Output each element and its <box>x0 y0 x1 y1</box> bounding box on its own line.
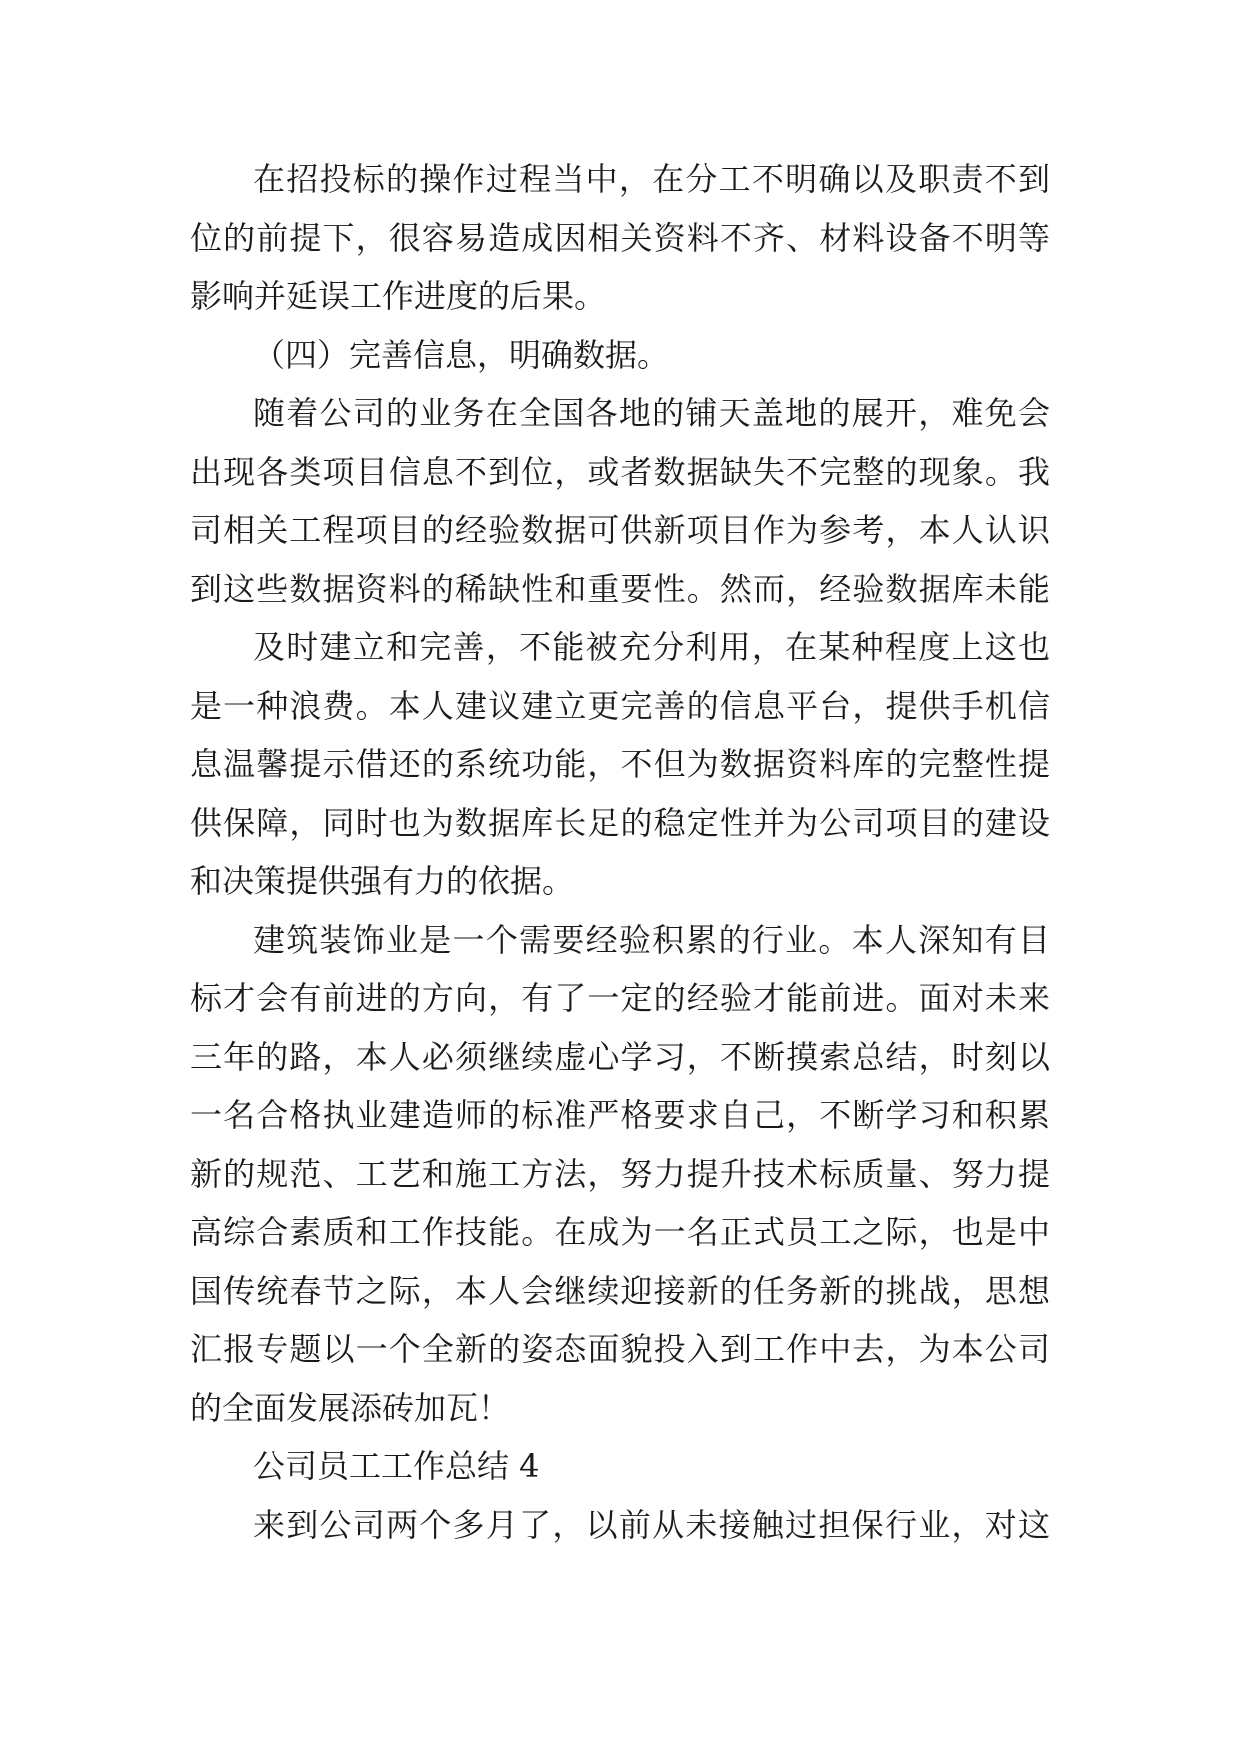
text-line: 息温馨提示借还的系统功能，不但为数据资料库的完整性提 <box>190 745 1050 783</box>
text-line: 汇报专题以一个全新的姿态面貌投入到工作中去，为本公司 <box>190 1330 1050 1368</box>
text-line: 是一种浪费。本人建议建立更完善的信息平台，提供手机信 <box>190 686 1050 725</box>
text-line: 三年的路，本人必须继续虚心学习，不断摸索总结，时刻以 <box>190 1037 1050 1076</box>
text-line: 标才会有前进的方向，有了一定的经验才能前进。面对未来 <box>190 979 1050 1017</box>
text-line: 出现各类项目信息不到位，或者数据缺失不完整的现象。我 <box>190 452 1050 491</box>
body-text <box>190 150 1050 1554</box>
text-line: 供保障，同时也为数据库长足的稳定性并为公司项目的建设 <box>190 803 1050 842</box>
text-line: 随着公司的业务在全国各地的铺天盖地的展开，难免会 <box>253 394 1050 432</box>
text-line: 国传统春节之际，本人会继续迎接新的任务新的挑战，思想 <box>190 1271 1050 1310</box>
text-line: 在招投标的操作过程当中，在分工不明确以及职责不到 <box>253 160 1050 198</box>
text-line: 公司员工工作总结 4 <box>253 1447 540 1485</box>
text-line: 高综合素质和工作技能。在成为一名正式员工之际，也是中 <box>190 1213 1050 1251</box>
text-line: 影响并延误工作进度的后果。 <box>190 277 607 315</box>
text-line: 位的前提下，很容易造成因相关资料不齐、材料设备不明等 <box>190 218 1050 257</box>
text-line: 新的规范、工艺和施工方法，努力提升技术标质量、努力提 <box>190 1154 1050 1193</box>
text-line: 来到公司两个多月了，以前从未接触过担保行业，对这 <box>253 1505 1050 1544</box>
text-line: 的全面发展添砖加瓦！ <box>190 1388 511 1427</box>
text-line: 和决策提供强有力的依据。 <box>190 862 575 900</box>
text-line: 到这些数据资料的稀缺性和重要性。然而，经验数据库未能 <box>190 569 1050 608</box>
text-line: 建筑装饰业是一个需要经验积累的行业。本人深知有目 <box>253 920 1050 959</box>
text-line: 及时建立和完善，不能被充分利用，在某种程度上这也 <box>253 628 1050 666</box>
text-line: 一名合格执业建造师的标准严格要求自己，不断学习和积累 <box>190 1096 1050 1134</box>
text-line: （四）完善信息，明确数据。 <box>253 335 670 374</box>
text-line: 司相关工程项目的经验数据可供新项目作为参考，本人认识 <box>190 511 1050 549</box>
